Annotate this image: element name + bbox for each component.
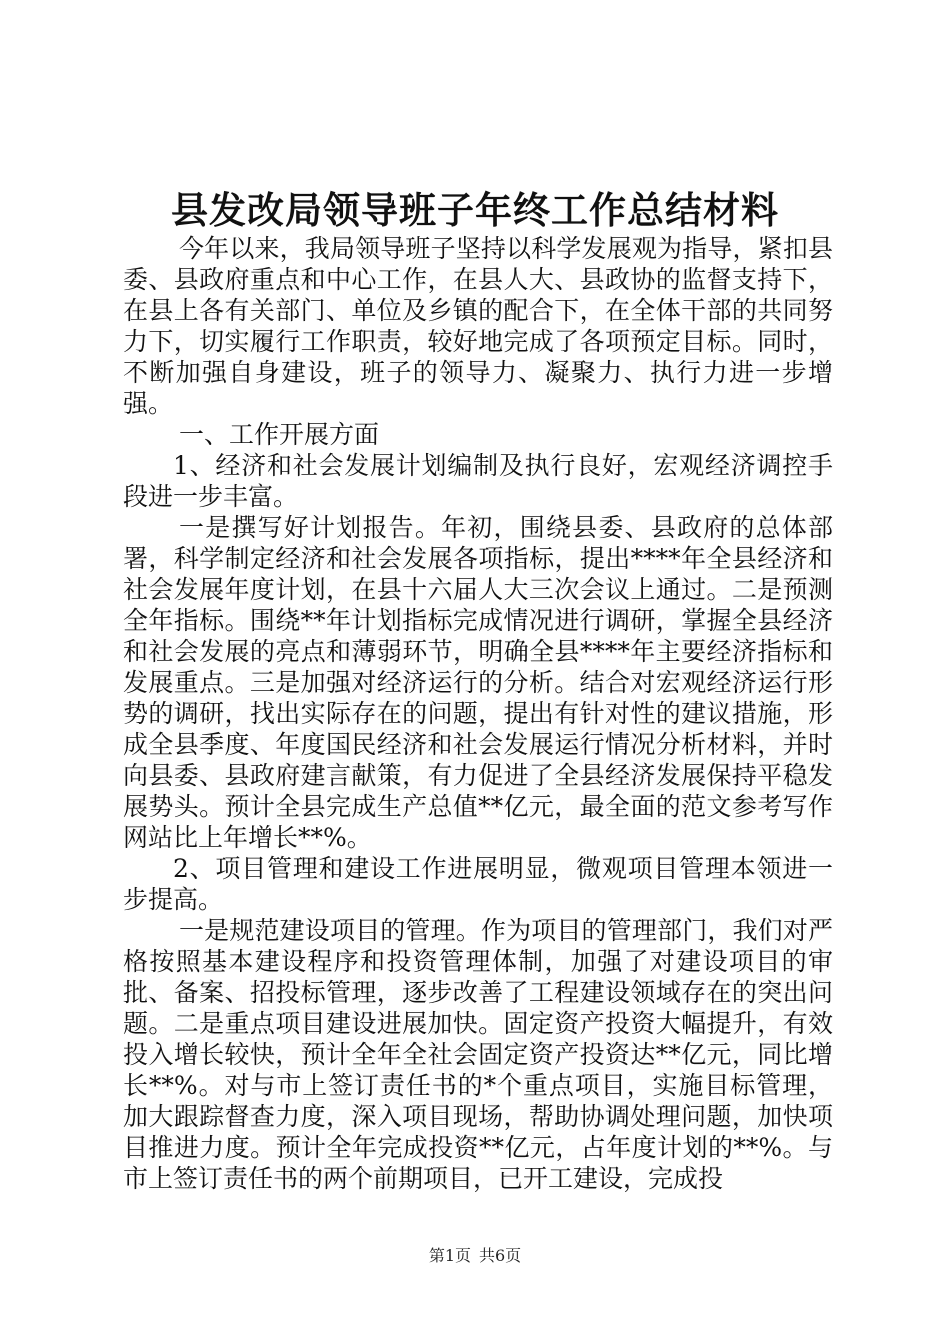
paragraph-economic-plan: 一是撰写好计划报告。年初，围绕县委、县政府的总体部署，科学制定经济和社会发展各项指标，提出****年全县经济和社会发展年度计划，在县十六届人大三次会议上通过。二是预测全年指标。围绕**年计划指标完成情况进行调研，掌握全县经济和社会发展的亮点和薄弱环节，明确全县****年主要经济指标和发展重点。三是加强对经济运行的分析。结合对宏观经济运行形势的调研，找出实际存在的问题，提出有针对性的建议措施，形成全县季度、年度国民经济和社会发展运行情况分析材料，并时向县委、县政府建言献策，有力促进了全县经济发展保持平稳发展势头。预计全县完成生产总值**亿元，最全面的范文参考写作网站比上年增长**%。 [123, 513, 833, 852]
document-body [123, 233, 833, 1194]
page-number: 第1页 [428, 1246, 471, 1265]
paragraph-intro: 今年以来，我局领导班子坚持以科学发展观为指导，紧扣县委、县政府重点和中心工作，在县人大、县政协的监督支持下，在县上各有关部门、单位及乡镇的配合下，在全体干部的共同努力下，切实履行工作职责，较好地完成了各项预定目标。同时，不断加强自身建设，班子的领导力、凝聚力、执行力进一步增强。 [123, 234, 833, 418]
section-heading-work: 一、工作开展方面 [179, 420, 380, 449]
paragraph-project-management: 一是规范建设项目的管理。作为项目的管理部门，我们对严格按照基本建设程序和投资管理体制，加强了对建设项目的审批、备案、招投标管理，逐步改善了工程建设领域存在的突出问题。二是重点项目建设进展加快。固定资产投资大幅提升，有效投入增长较快，预计全年全社会固定资产投资达**亿元，同比增长**%。对与市上签订责任书的*个重点项目，实施目标管理，加大跟踪督查力度，深入项目现场，帮助协调处理问题，加快项目推进力度。预计全年完成投资**亿元，占年度计划的**%。与市上签订责任书的两个前期项目，已开工建设，完成投 [123, 916, 833, 1193]
subheading-project-management: 2、项目管理和建设工作进展明显，微观项目管理本领进一步提高。 [123, 854, 833, 914]
page-total: 共6页 [479, 1246, 522, 1265]
document-title: 县发改局领导班子年终工作总结材料 [171, 188, 779, 232]
subheading-economic-plan: 1、经济和社会发展计划编制及执行良好，宏观经济调控手段进一步丰富。 [123, 451, 833, 511]
page-footer [0, 1243, 950, 1266]
